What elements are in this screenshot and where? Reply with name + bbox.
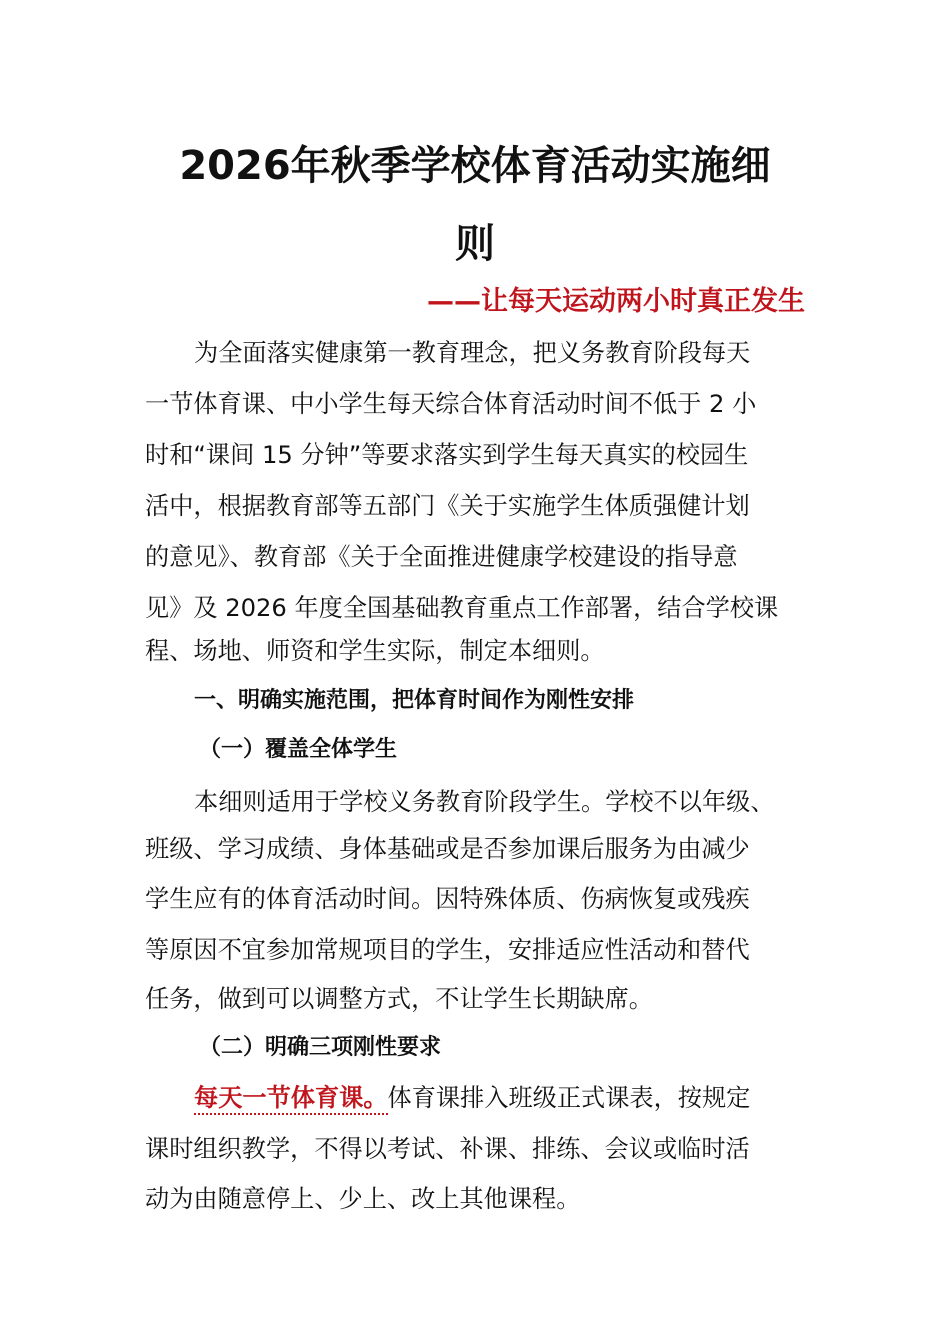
sub-1-line: 班级、学习成绩、身体基础或是否参加课后服务为由减少 — [145, 835, 750, 863]
section-1-sub-2-heading: （二）明确三项刚性要求 — [199, 1035, 442, 1060]
section-1-heading: 一、明确实施范围，把体育时间作为刚性安排 — [194, 688, 635, 713]
sub-1-line: 等原因不宜参加常规项目的学生，安排适应性活动和替代 — [145, 936, 750, 964]
section-1-sub-1-heading: （一）覆盖全体学生 — [199, 737, 398, 762]
intro-line: 程、场地、师资和学生实际，制定本细则。 — [145, 637, 605, 665]
sub-2-line-first — [194, 1083, 854, 1113]
intro-line: 时和“课间 15 分钟”等要求落实到学生每天真实的校园生 — [145, 441, 749, 469]
document-title-line-2: 则 — [455, 221, 495, 267]
intro-line: 的意见》、教育部《关于全面推进健康学校建设的指导意 — [145, 543, 738, 571]
sub-1-line: 任务，做到可以调整方式，不让学生长期缺席。 — [145, 985, 653, 1013]
sub-1-line: 本细则适用于学校义务教育阶段学生。学校不以年级、 — [194, 788, 775, 816]
intro-line: 一节体育课、中小学生每天综合体育活动时间不低于 2 小 — [145, 390, 757, 418]
sub-1-line: 学生应有的体育活动时间。因特殊体质、伤病恢复或残疾 — [145, 885, 750, 913]
intro-line: 活中，根据教育部等五部门《关于实施学生体质强健计划 — [145, 492, 750, 520]
sub-2-line-text: 体育课排入班级正式课表，按规定 — [387, 1084, 751, 1112]
sub-2-line: 动为由随意停上、少上、改上其他课程。 — [145, 1185, 581, 1213]
highlighted-requirement: 每天一节体育课。 — [194, 1084, 388, 1115]
document-title-line-1: 2026年秋季学校体育活动实施细 — [179, 143, 771, 189]
document-subtitle: ——让每天运动两小时真正发生 — [427, 286, 805, 317]
sub-2-line: 课时组织教学，不得以考试、补课、排练、会议或临时活 — [145, 1135, 750, 1163]
intro-line: 见》及 2026 年度全国基础教育重点工作部署，结合学校课 — [145, 594, 779, 622]
intro-line: 为全面落实健康第一教育理念，把义务教育阶段每天 — [194, 339, 751, 367]
